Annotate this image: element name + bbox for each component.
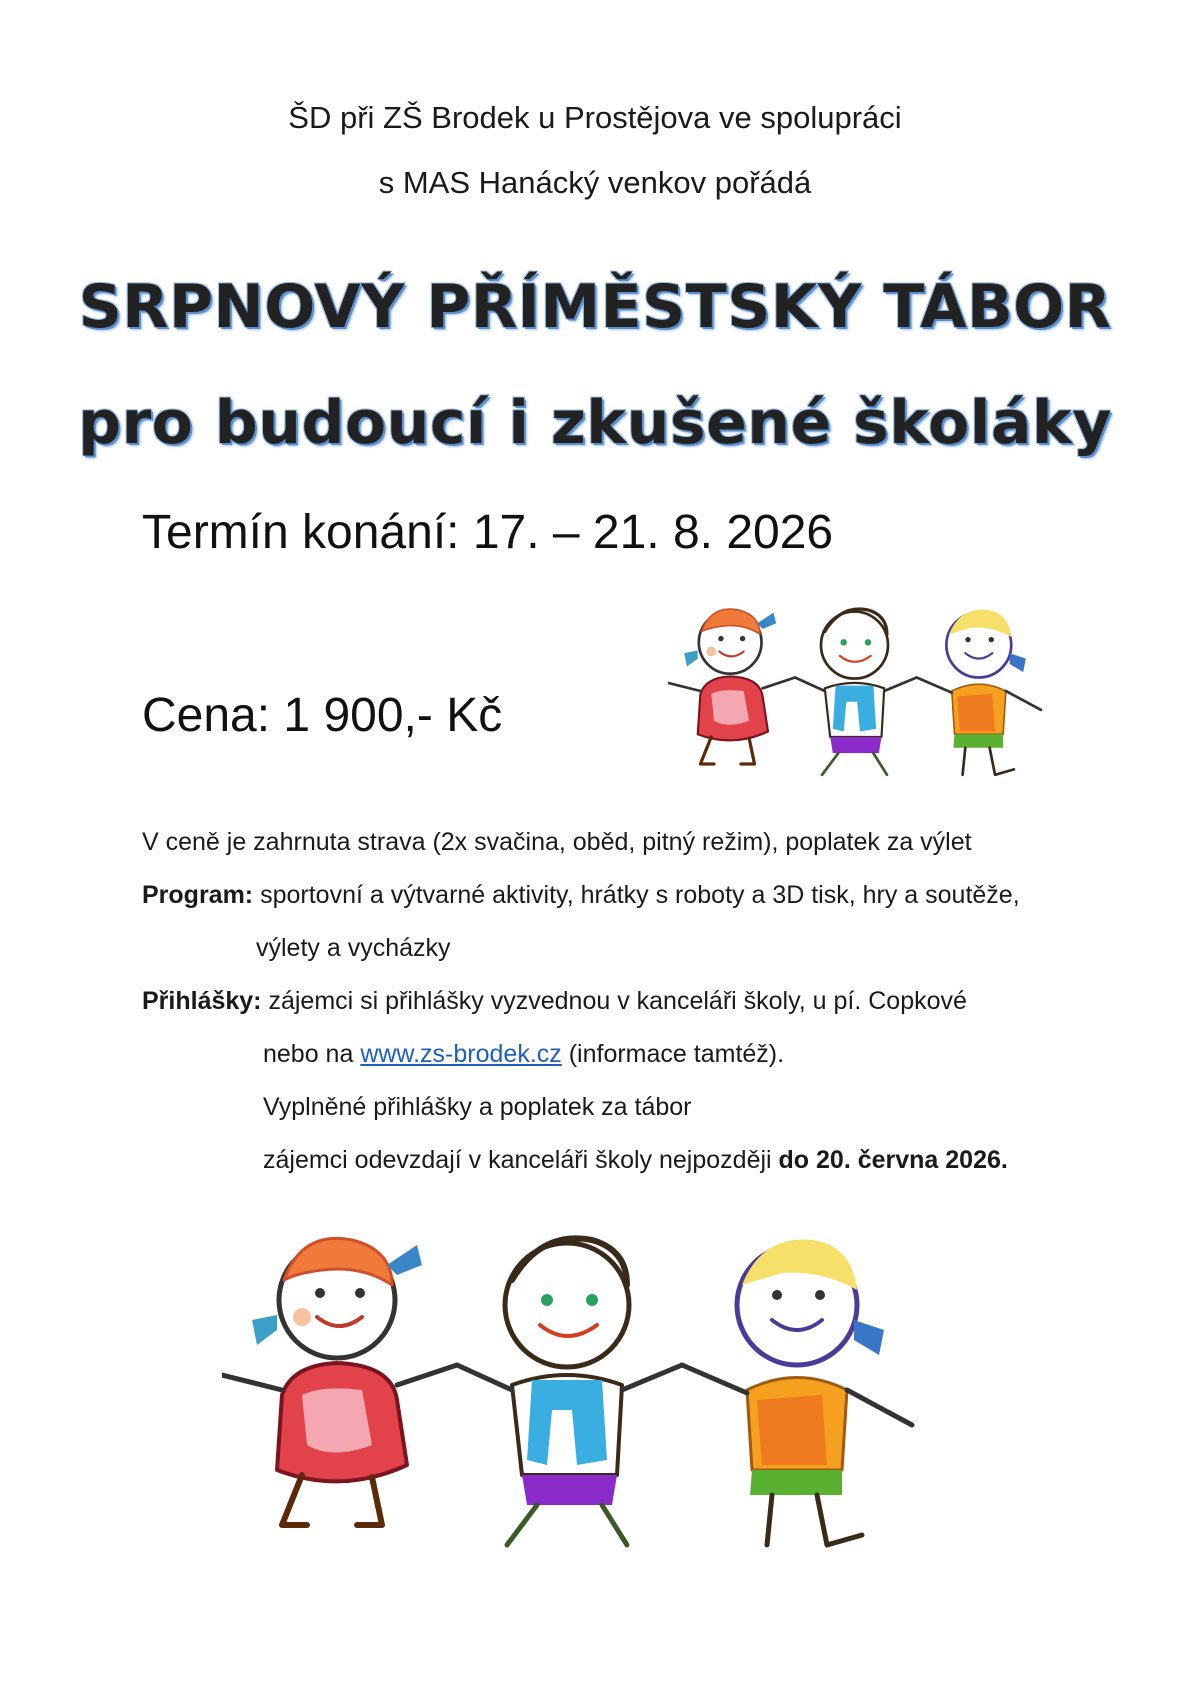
included-text: V ceně je zahrnuta strava (2x svačina, oběd, pitný režim), poplatek za výlet xyxy=(142,828,972,856)
headline-subtitle: pro budoucí i zkušené školáky xyxy=(78,388,1112,458)
signup-suffix: (informace tamtéž). xyxy=(561,1040,785,1068)
school-website-link[interactable]: www.zs-brodek.cz xyxy=(360,1040,562,1068)
children-holding-hands-icon xyxy=(222,1238,912,1545)
event-price: Cena: 1 900,- Kč xyxy=(142,689,503,742)
children-illustration-large xyxy=(222,1225,962,1555)
children-holding-hands-icon xyxy=(668,609,1041,775)
signup-line xyxy=(142,987,967,1016)
signup-prefix: nebo na xyxy=(263,1040,361,1068)
signup-line-3: Vyplněné přihlášky a poplatek za tábor xyxy=(263,1093,692,1121)
program-label: Program: xyxy=(142,881,254,909)
intro-line-1: ŠD při ZŠ Brodek u Prostějova ve spolupráci xyxy=(288,100,902,135)
program-text-continued: výlety a vycházky xyxy=(256,934,451,962)
headline-title: SRPNOVÝ PŘÍMĚSTSKÝ TÁBOR xyxy=(78,272,1112,342)
intro-line-2: s MAS Hanácký venkov pořádá xyxy=(378,165,812,200)
program-text: sportovní a výtvarné aktivity, hrátky s roboty a 3D tisk, hry a soutěže, xyxy=(253,881,1020,909)
event-term: Termín konání: 17. – 21. 8. 2026 xyxy=(142,506,834,559)
program-line xyxy=(142,881,1020,910)
children-illustration-small xyxy=(668,596,1068,786)
signup-text: zájemci si přihlášky vyzvednou v kanceláři školy, u pí. Copkové xyxy=(261,987,967,1015)
signup-web-line xyxy=(263,1040,784,1069)
signup-deadline: do 20. června 2026. xyxy=(778,1146,1008,1174)
signup-deadline-line xyxy=(263,1146,1008,1175)
signup-label: Přihlášky: xyxy=(142,987,262,1015)
signup-line-4: zájemci odevzdají v kanceláři školy nejpozději xyxy=(263,1146,779,1174)
